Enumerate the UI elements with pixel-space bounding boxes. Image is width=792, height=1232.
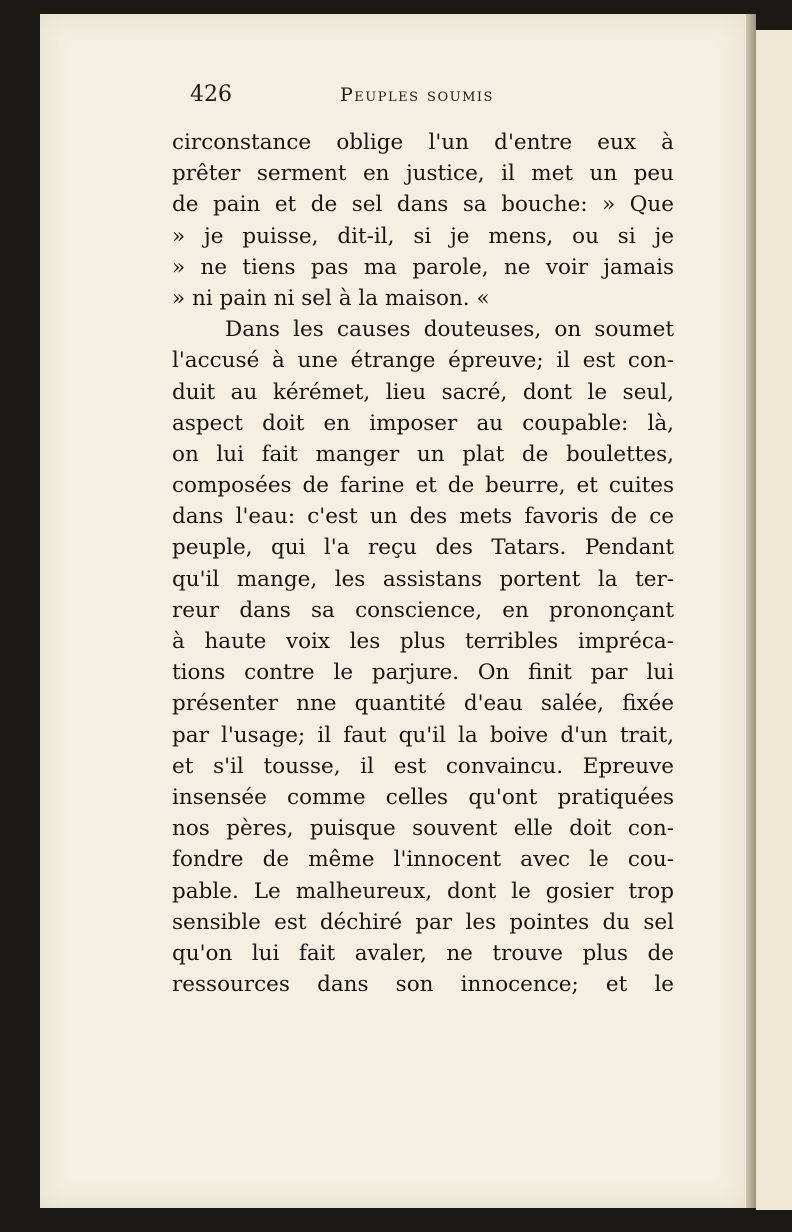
text-line: sensible est déchiré par les pointes du sel [172,909,674,935]
text-line: dans l'eau: c'est un des mets favoris de ce [172,504,674,530]
text-line: présenter nne quantité d'eau salée, fixée [172,691,674,717]
text-line: duit au kérémet, lieu sacré, dont le seul, [172,379,674,405]
text-line: nos pères, puisque souvent elle doit con- [172,816,674,842]
text-line: » ne tiens pas ma parole, ne voir jamais [172,254,674,280]
text-line: et s'il tousse, il est convaincu. Epreuve [172,753,674,779]
text-line: qu'on lui fait avaler, ne trouve plus de [172,940,674,966]
text-line: ressources dans son innocence; et le [172,972,674,998]
text-line: » ni pain ni sel à la maison. « [172,285,490,311]
running-head [190,82,670,112]
text-line: fondre de même l'innocent avec le cou- [172,847,674,873]
text-line: on lui fait manger un plat de boulettes, [172,441,674,467]
text-line: insensée comme celles qu'ont pratiquées [172,784,674,810]
text-line: » je puisse, dit-il, si je mens, ou si je [172,223,674,249]
text-line: reur dans sa conscience, en prononçant [172,597,674,623]
text-line: composées de farine et de beurre, et cuites [172,473,674,499]
text-line: qu'il mange, les assistans portent la ter- [172,566,674,592]
body-text [172,127,674,1000]
facing-page-edge [756,30,792,1210]
text-line: pable. Le malheureux, dont le gosier trop [172,878,674,904]
paragraph-start-line: Dans les causes douteuses, on soumet [225,317,674,343]
text-line: à haute voix les plus terribles impréca- [172,629,674,654]
text-line: aspect doit en imposer au coupable: là, [172,410,674,436]
text-line: circonstance oblige l'un d'entre eux à [172,130,674,155]
text-line: l'accusé à une étrange épreuve; il est con- [172,348,674,374]
book-gutter [746,14,756,1208]
text-line: de pain et de sel dans sa bouche: » Que [172,192,674,218]
text-line: par l'usage; il faut qu'il la boive d'un trait, [172,722,674,748]
text-line: tions contre le parjure. On finit par lui [172,660,674,686]
running-title: Peuples soumis [340,84,494,106]
text-line: prêter serment en justice, il met un peu [172,161,674,187]
text-line: peuple, qui l'a reçu des Tatars. Pendant [172,535,674,561]
page-number: 426 [190,82,232,107]
